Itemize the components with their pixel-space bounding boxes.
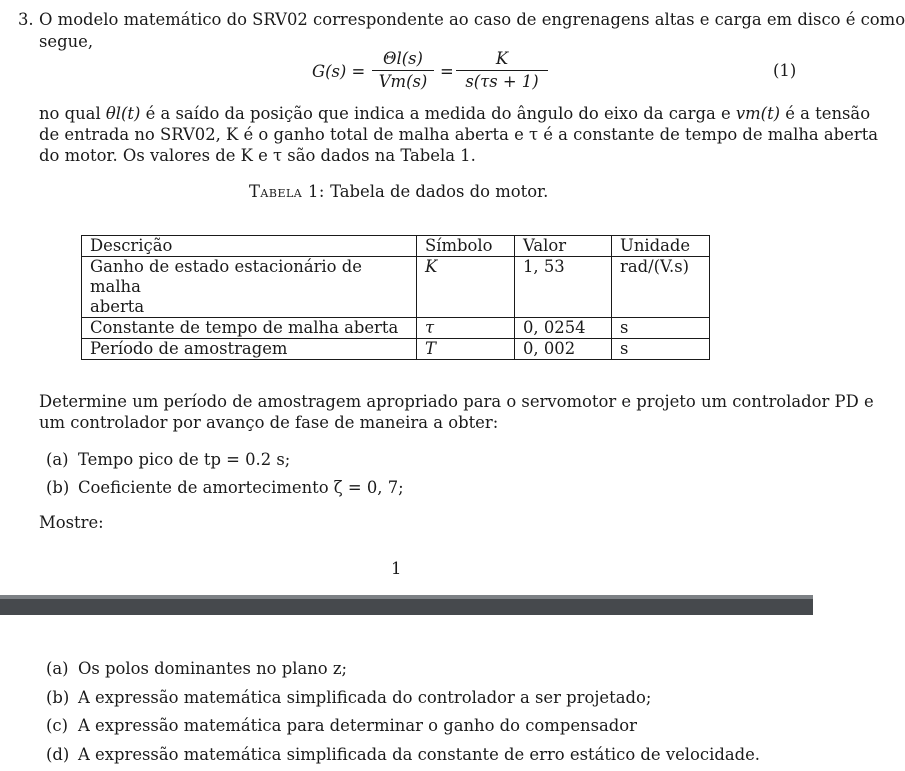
cell-descricao-line-2: aberta	[90, 297, 145, 316]
fraction-denominator-plant: s(τs + 1)	[465, 72, 539, 91]
table-row	[82, 318, 710, 339]
equation-lhs: G(s) =	[312, 62, 366, 81]
problem-number: 3.	[18, 10, 34, 29]
show-item-label: (a)	[46, 659, 69, 678]
header-simbolo: Símbolo	[417, 236, 515, 257]
cell-descricao-line-1: Ganho de estado estacionário de malha	[90, 257, 362, 296]
show-item-label: (d)	[46, 745, 70, 764]
fraction-numerator-theta: Θl(s)	[383, 49, 423, 68]
cell-simbolo: τ	[417, 318, 515, 339]
cell-descricao: Constante de tempo de malha aberta	[82, 318, 417, 339]
cell-unidade: rad/(V.s)	[612, 257, 710, 318]
table-row	[82, 257, 710, 318]
cell-simbolo: K	[417, 257, 515, 318]
task-item-label: (a)	[46, 450, 69, 469]
show-item-label: (b)	[46, 688, 70, 707]
show-item-compensator-gain: A expressão matemática para determinar o ganho do compensador	[78, 716, 637, 735]
table-caption	[249, 182, 548, 202]
cell-valor: 0, 002	[515, 339, 612, 360]
table-header-row	[82, 236, 710, 257]
cell-unidade: s	[612, 318, 710, 339]
equation-label: (1)	[773, 61, 797, 80]
intro-line-2: segue,	[39, 32, 94, 51]
vm-symbol: vm(t)	[735, 104, 781, 123]
theta-symbol: θl(t)	[105, 104, 141, 123]
task-line-1: Determine um período de amostragem apropriado para o servomotor e projeto um controlador PD e	[39, 392, 874, 411]
cell-unidade: s	[612, 339, 710, 360]
table-row	[82, 339, 710, 360]
fraction-output-input	[372, 48, 434, 93]
equation-equals: =	[440, 62, 454, 81]
table-caption-label: Tabela 1:	[249, 182, 325, 201]
fraction-denominator-vm: Vm(s)	[378, 72, 428, 91]
fraction-plant	[456, 48, 548, 93]
show-item-velocity-constant: A expressão matemática simplificada da constante de erro estático de velocidade.	[78, 745, 760, 764]
cell-simbolo: T	[417, 339, 515, 360]
task-item-damping: Coeficiente de amortecimento ζ = 0, 7;	[78, 478, 404, 497]
show-item-controller-expression: A expressão matemática simplificada do controlador a ser projetado;	[78, 688, 652, 707]
motor-data-table	[81, 235, 710, 360]
cell-valor: 0, 0254	[515, 318, 612, 339]
table-caption-text: Tabela de dados do motor.	[330, 182, 549, 201]
header-unidade: Unidade	[612, 236, 710, 257]
task-line-2: um controlador por avanço de fase de maneira a obter:	[39, 413, 499, 432]
header-descricao: Descrição	[82, 236, 417, 257]
cell-descricao	[82, 257, 417, 318]
cell-valor: 1, 53	[515, 257, 612, 318]
page-number: 1	[391, 559, 402, 578]
show-item-dominant-poles: Os polos dominantes no plano z;	[78, 659, 348, 678]
page-separator	[0, 599, 813, 615]
intro-line-1: O modelo matemático do SRV02 correspondente ao caso de engrenagens altas e carga em disco é como	[39, 10, 905, 29]
task-item-peak-time: Tempo pico de tp = 0.2 s;	[78, 450, 291, 469]
description-line-1: no qual θl(t) é a saído da posição que indica a medida do ângulo do eixo da carga e vm(t) é a tensão	[39, 104, 871, 123]
cell-descricao: Período de amostragem	[82, 339, 417, 360]
description-line-3: do motor. Os valores de K e τ são dados na Tabela 1.	[39, 146, 476, 165]
show-heading: Mostre:	[39, 513, 104, 532]
description-line-2: de entrada no SRV02, K é o ganho total de malha aberta e τ é a constante de tempo de malha aberta	[39, 125, 879, 144]
header-valor: Valor	[515, 236, 612, 257]
show-item-label: (c)	[46, 716, 68, 735]
task-item-label: (b)	[46, 478, 70, 497]
fraction-numerator-k: K	[495, 49, 509, 68]
